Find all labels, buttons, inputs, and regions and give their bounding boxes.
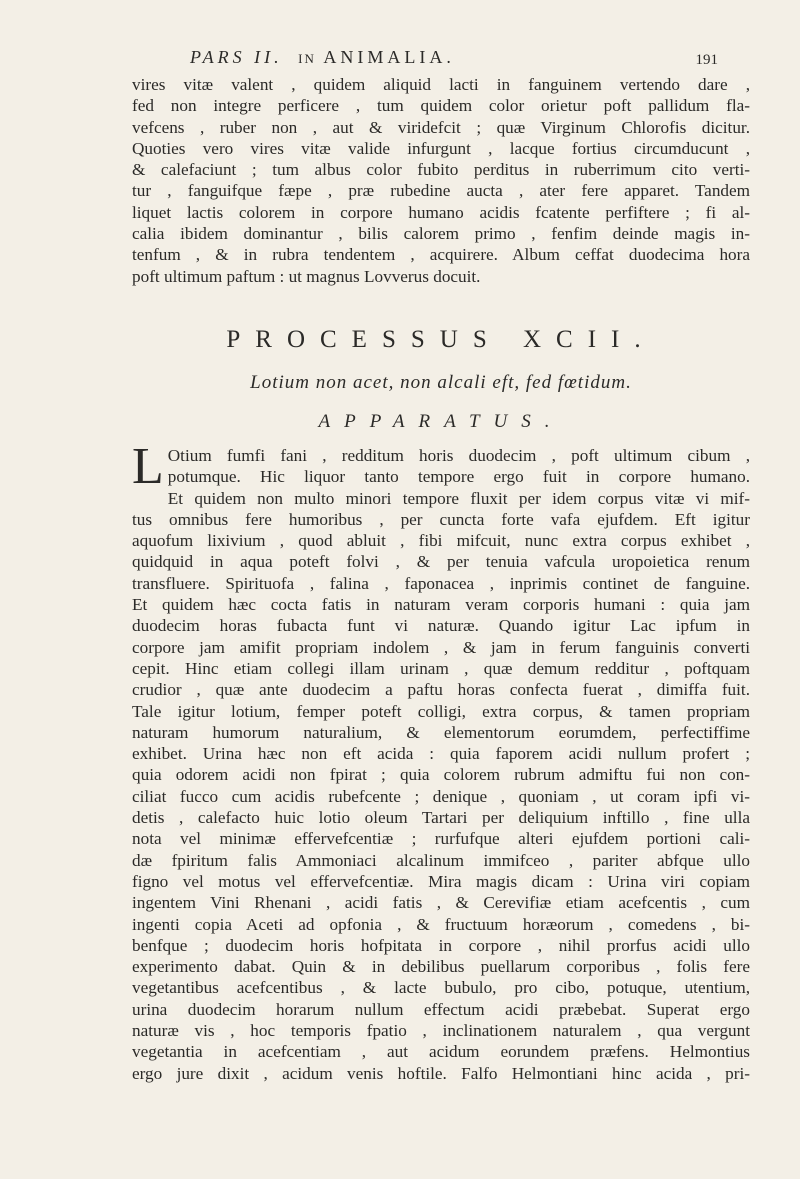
text-line: duodecim horas fubacta funt vi naturæ. Quando igitur Lac ipfum in: [132, 616, 750, 636]
running-head-part: PARS II.: [190, 47, 283, 67]
text-line: quia odorem acidi non fpirat ; quia colorem rubrum admiftu fui non con-: [132, 765, 750, 785]
text-line: corpore jam amifit propriam indolem , & jam in ferum fanguinis converti: [132, 637, 750, 657]
text-line: tur , fanguifque fæpe , præ rubedine aucta , ater fere apparet. Tandem: [132, 181, 750, 201]
text-line: vegetantibus acefcentibus , & lacte bubulo, pro cibo, potuque, utentium,: [132, 978, 750, 998]
text-line: Otium fumfi fani , redditum horis duodecim , poft ultimum cibum ,: [167, 446, 750, 465]
text-line: aquofum lixivium , quod abluit , fibi mifcuit, nunc extra corpus exhibet ,: [132, 531, 750, 551]
text-line: tenfum , & in rubra tendentem , acquirere. Album ceffat duodecima hora: [132, 245, 750, 265]
text-line: quidquid in aqua poteft folvi , & per tenuia vafcula uropoietica renum: [132, 552, 750, 572]
section-heading: PROCESSUS XCII.: [226, 326, 656, 353]
text-line: benfque ; duodecim horis hofpitata in corpore , nihil prorfus acidi ullo: [132, 935, 750, 955]
text-line: transfluere. Spirituofa , falina , faponacea , inprimis continet de fanguine.: [132, 573, 750, 593]
text-line: nota vel minimæ effervefcentiæ ; rurfufque alteri ejufdem portioni cali-: [132, 829, 750, 849]
text-line: vefcens , ruber non , aut & viridefcit ; quæ Virginum Chlorofis dicitur.: [132, 117, 750, 137]
text-line: Quoties vero vires vitæ valide infurgunt , lacque fortius circumducunt ,: [132, 138, 750, 158]
text-line: Et quidem hæc cocta fatis in naturam veram corporis humani : quia jam: [132, 595, 750, 615]
text-line: ergo jure dixit , acidum venis hoftile. Falfo Helmontiani hinc acida , pri-: [132, 1063, 750, 1083]
text-line: ingentem Vini Rhenani , acidi fatis , & Cerevifiæ etiam acefcentis , cum: [132, 893, 750, 913]
text-line: & calefaciunt ; tum albus color fubito perditus in ruberrimum cito verti-: [132, 160, 750, 180]
paragraph-apparatus: [132, 438, 750, 1084]
paragraph-continuation: [132, 74, 750, 287]
body-lines: [132, 488, 750, 1084]
text-line: detis , calefacto huic lotio oleum Tartari per deliquium inftillo , fine ulla: [132, 808, 750, 828]
text-line: cepit. Hinc etiam collegi illam urinam , quæ demum redditur , poftquam: [132, 658, 750, 678]
text-line: crudior , quæ ante duodecim a paftu horas confecta fuerat , dimiffa fuit.: [132, 680, 750, 700]
text-line: ingenti copia Aceti ad opfonia , & fructuum horæorum , comedens , bi-: [132, 914, 750, 934]
text-line: poft ultimum paftum : ut magnus Lovverus docuit.: [132, 266, 481, 286]
text-line: liquet lactis colorem in corpore humano acidis fcatente perfiftere ; fi al-: [132, 202, 750, 222]
drop-cap-lines: [132, 438, 750, 495]
text-line: Et quidem non multo minori tempore fluxit per idem corpus vitæ vi mif-: [167, 488, 750, 508]
text-line: calia ibidem dominantur , bilis calorem primo , fenfim deinde magis in-: [132, 224, 750, 244]
running-head-in: IN: [298, 51, 316, 66]
page-number: 191: [695, 52, 718, 68]
text-line: figno vel motus vel effervefcentiæ. Mira magis dicam : Urina viri copiam: [132, 871, 750, 891]
text-line: fed non integre perficere , tum quidem color orietur poft pallidum fla-: [132, 96, 750, 116]
text-line: dæ fpiritum falis Ammoniaci alcalinum immifceo , pariter abfque ullo: [132, 850, 750, 870]
text-line: potumque. Hic liquor tanto tempore ergo fuit in corpore humano.: [167, 467, 750, 487]
running-head-topic: ANIMALIA.: [323, 47, 455, 67]
apparatus-heading: APPARATUS.: [318, 411, 564, 432]
text-line: naturam humorum naturalium, & elementorum eorumdem, perfectiffime: [132, 722, 750, 742]
text-line: ciliat fucco cum acidis rubefcente ; denique , quoniam , ut coram ipfi vi-: [132, 786, 750, 806]
text-line: naturæ vis , hoc temporis fpatio , inclinationem naturalem , qua vergunt: [132, 1021, 750, 1041]
text-line: tus omnibus fere humoribus , per cuncta forte vafa ejufdem. Eft igitur: [132, 509, 750, 529]
drop-cap: L: [132, 438, 164, 495]
section-subheading: Lotium non acet, non alcali eft, fed fœtidum.: [250, 372, 632, 393]
text-line: Tale igitur lotium, femper poteft colligi, extra corpus, & tamen propriam: [132, 701, 750, 721]
text-line: exhibet. Urina hæc non eft acida : quia faporem acidi nullum profert ;: [132, 744, 750, 764]
running-head: [190, 47, 455, 68]
text-line: urina duodecim horarum nullum effectum acidi præbebat. Superat ergo: [132, 999, 750, 1019]
text-line: vegetantia in acefcentiam , aut acidum eorundem præfens. Helmontius: [132, 1042, 750, 1062]
text-line: experimento dabat. Quin & in debilibus puellarum corporibus , folis fere: [132, 957, 750, 977]
text-line: vires vitæ valent , quidem aliquid lacti in fanguinem vertendo dare ,: [132, 75, 750, 94]
